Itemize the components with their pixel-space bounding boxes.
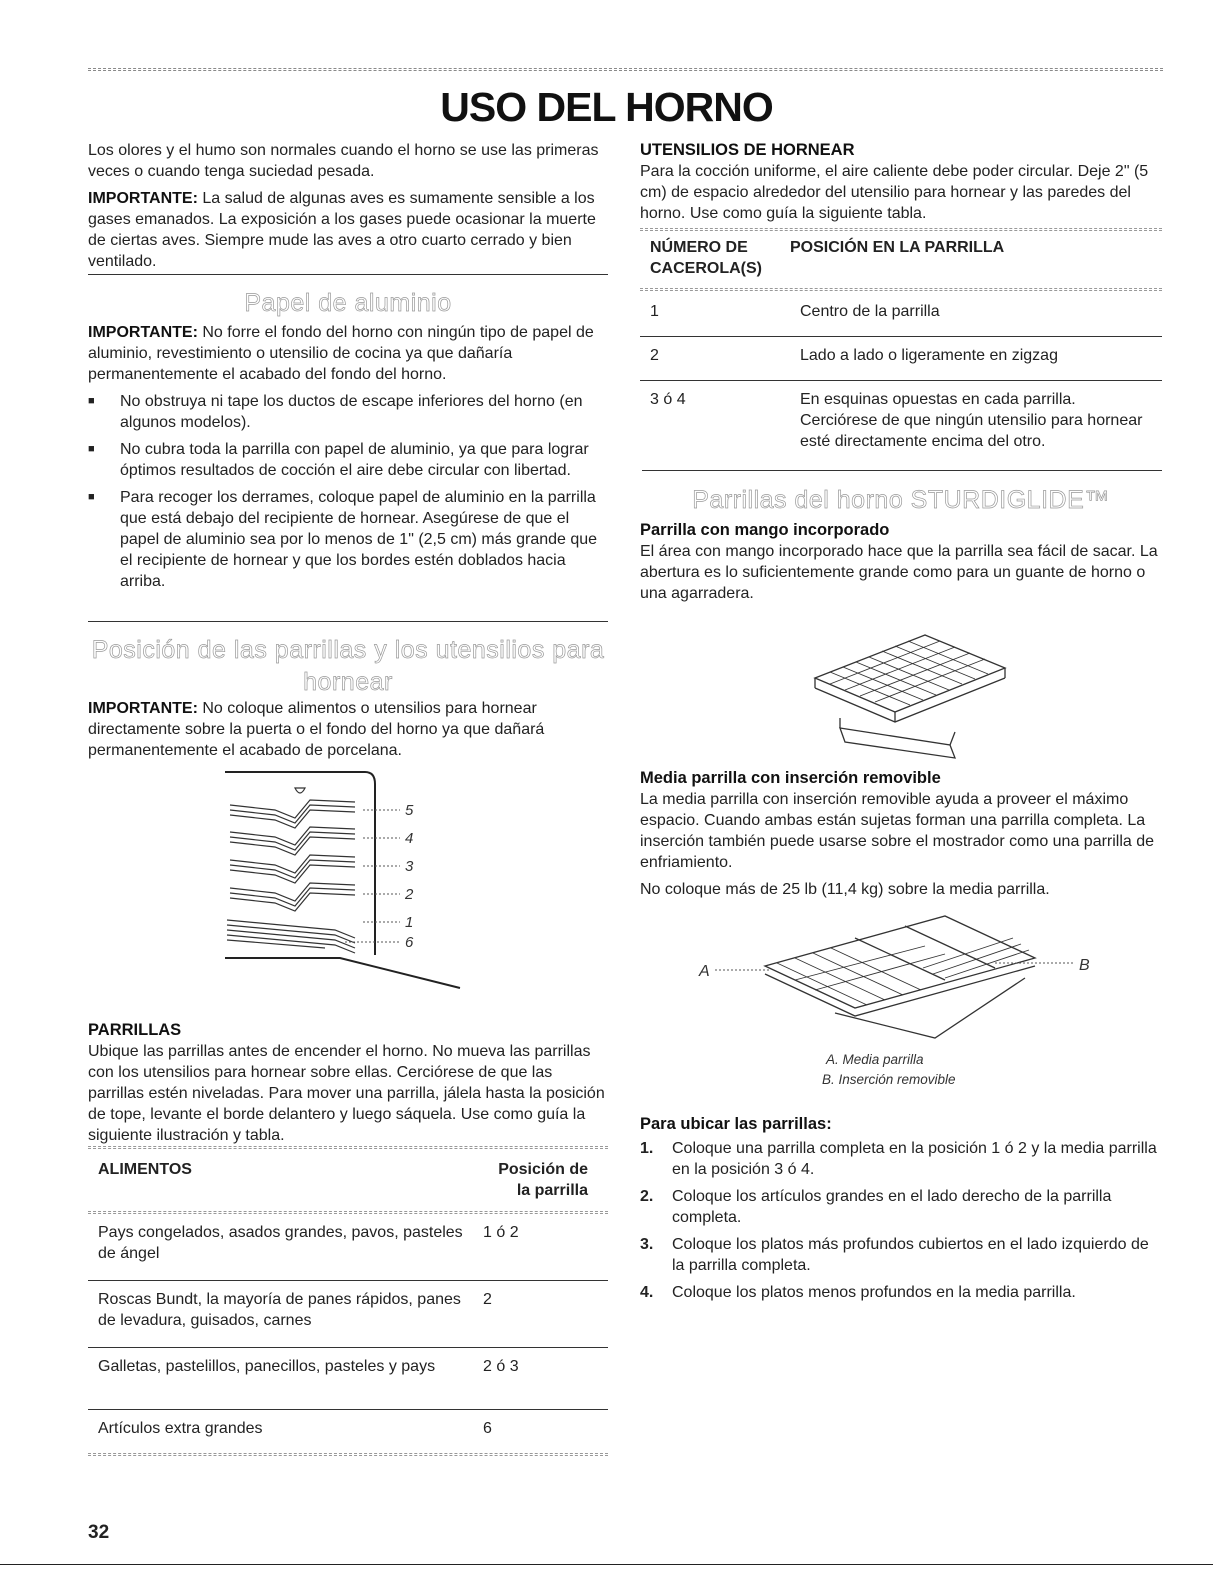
half-rack-limit: No coloque más de 25 lb (11,4 kg) sobre la media parrilla. — [640, 881, 1050, 898]
page-number: 32 — [88, 1522, 110, 1543]
placement-steps — [640, 1138, 1162, 1303]
important-porcelain: IMPORTANTE: No coloque alimentos o utensilios para hornear directamente sobre la puerta o el fondo del horno ya que dañará permanentemente el acabado de porcelana. — [88, 700, 545, 759]
utensils-heading: UTENSILIOS DE HORNEAR — [640, 141, 855, 159]
foil-section — [88, 322, 608, 598]
intro-text: Los olores y el humo son normales cuando el horno se use las primeras veces o cuando tenga suciedad pesada. — [88, 142, 599, 180]
left-intro — [88, 140, 608, 278]
list-item: ■ No cubra toda la parrilla con papel de aluminio, ya que para lograr óptimos resultados de cocción el aire debe circular con libertad. — [88, 439, 608, 481]
list-item: 1. Coloque una parrilla completa en la posición 1 ó 2 y la media parrilla en la posición 3 ó 4. — [640, 1140, 1157, 1178]
rack-number: 4 — [405, 830, 414, 847]
list-item: 3. Coloque los platos más profundos cubiertos en el lado izquierdo de la parrilla completa. — [640, 1236, 1149, 1274]
page-title: USO DEL HORNO — [440, 84, 773, 130]
half-rack-section — [640, 768, 1162, 906]
caption-b: B. Inserción removible — [822, 1072, 956, 1087]
sturdiglide-heading: Parrillas del horno STURDIGLIDE™ — [692, 486, 1110, 514]
handle-text: El área con mango incorporado hace que la parrilla sea fácil de sacar. La abertura es lo suficientemente grande como para un guante de horno o una agarradera. — [640, 543, 1158, 602]
half-rack-illustration — [695, 908, 1095, 1048]
table-header-row — [88, 1159, 608, 1201]
table-rule — [640, 228, 1162, 231]
important-foil: IMPORTANTE: No forre el fondo del horno con ningún tipo de papel de aluminio, revestimiento o utensilio de cocina ya que dañaría permanentemente el acabado del fondo del horno. — [88, 324, 594, 383]
table-row: Galletas, pastelillos, panecillos, pasteles y pays 2 ó 3 — [88, 1348, 608, 1410]
table-row: 3 ó 4 En esquinas opuestas en cada parrilla. Cerciórese de que ningún utensilio para hornear esté directamente encima del otro. — [640, 381, 1162, 463]
position-important — [88, 698, 608, 767]
important-birds: IMPORTANTE: La salud de algunas aves es sumamente sensible a los gases emanados. La exposición a los gases puede ocasionar la muerte de ciertas aves. Siempre mude las aves a otro cuarto cerrado y bien ventilado. — [88, 190, 596, 270]
rack-number: 5 — [405, 802, 414, 819]
table-rule — [88, 1146, 608, 1149]
utensils-text: Para la cocción uniforme, el aire caliente debe poder circular. Deje 2" (5 cm) de espacio alrededor del utensilio para hornear y las paredes del horno. Use como guía la siguiente tabla. — [640, 163, 1149, 222]
list-item: 4. Coloque los platos menos profundos en la media parrilla. — [640, 1284, 1076, 1301]
utensils-section — [640, 140, 1162, 230]
parrillas-text: Ubique las parrillas antes de encender el horno. No mueva las parrillas con los utensilios para hornear sobre ellas. Cerciórese de que las parrillas estén niveladas. Para mover una parrilla, jálela hasta la posición de tope, levante el borde delantero y luego sáquela. Use como guía la siguiente ilustración y tabla. — [88, 1043, 605, 1144]
section-divider — [642, 470, 1162, 471]
half-rack-text: La media parrilla con inserción removible ayuda a proveer el máximo espacio. Cuando ambas están sujetas forman una parrilla completa. La inserción también puede usarse sobre el mostrador como una parrilla de enfriamiento. — [640, 791, 1155, 871]
rack-positions-illustration — [215, 770, 475, 995]
list-item: ■ No obstruya ni tape los ductos de escape inferiores del horno (en algunos modelos). — [88, 391, 608, 433]
rack-handle-illustration — [810, 630, 1010, 765]
table-row: 1 Centro de la parrilla — [650, 303, 940, 320]
bottom-rule — [0, 1564, 1213, 1565]
label-a: A — [699, 963, 710, 980]
list-item: 2. Coloque los artículos grandes en el lado derecho de la parrilla completa. — [640, 1188, 1112, 1226]
rack-number: 3 — [405, 858, 414, 875]
position-heading: Posición de las parrillas y los utensilios para hornear — [91, 636, 605, 696]
col-header-position: POSICIÓN EN LA PARRILLA — [790, 239, 1005, 256]
pan-position-table — [640, 228, 1162, 462]
foil-heading: Papel de aluminio — [244, 289, 452, 317]
placement-heading: Para ubicar las parrillas: — [640, 1115, 832, 1133]
table-row: 2 Lado a lado o ligeramente en zigzag — [640, 337, 1162, 381]
col-header-pans: NÚMERO DE CACEROLA(S) — [650, 239, 762, 277]
rack-number: 6 — [405, 934, 414, 951]
col-header-food: ALIMENTOS — [98, 1161, 192, 1178]
top-rule — [88, 68, 1163, 71]
food-rack-table — [88, 1146, 608, 1456]
rack-number: 1 — [405, 914, 414, 931]
table-row: Roscas Bundt, la mayoría de panes rápidos, panes de levadura, guisados, carnes 2 — [88, 1281, 608, 1348]
table-rule — [88, 1453, 608, 1456]
parrillas-heading: PARRILLAS — [88, 1021, 182, 1039]
section-divider — [88, 621, 608, 622]
rack-number: 2 — [405, 886, 414, 903]
placement-section — [640, 1114, 1162, 1309]
handle-section — [640, 520, 1162, 610]
section-divider — [88, 274, 608, 275]
handle-heading: Parrilla con mango incorporado — [640, 521, 890, 539]
label-b: B — [1079, 957, 1090, 974]
list-item: ■ Para recoger los derrames, coloque papel de aluminio en la parrilla que está debajo del recipiente de hornear. Asegúrese de que el papel de aluminio sea por lo menos de 1" (2,5 cm) más grande que el recipiente de hornear y que los bordes estén doblados hacia arriba. — [88, 487, 608, 592]
foil-bullets — [88, 391, 608, 592]
table-row: Artículos extra grandes 6 — [88, 1410, 608, 1452]
table-header-row — [640, 237, 1162, 279]
col-header-position: Posición de la parrilla — [498, 1161, 588, 1199]
parrillas-section — [88, 1020, 608, 1152]
half-rack-heading: Media parrilla con inserción removible — [640, 769, 941, 787]
caption-a: A. Media parrilla — [826, 1052, 924, 1067]
table-row: Pays congelados, asados grandes, pavos, pasteles de ángel 1 ó 2 — [98, 1224, 519, 1262]
